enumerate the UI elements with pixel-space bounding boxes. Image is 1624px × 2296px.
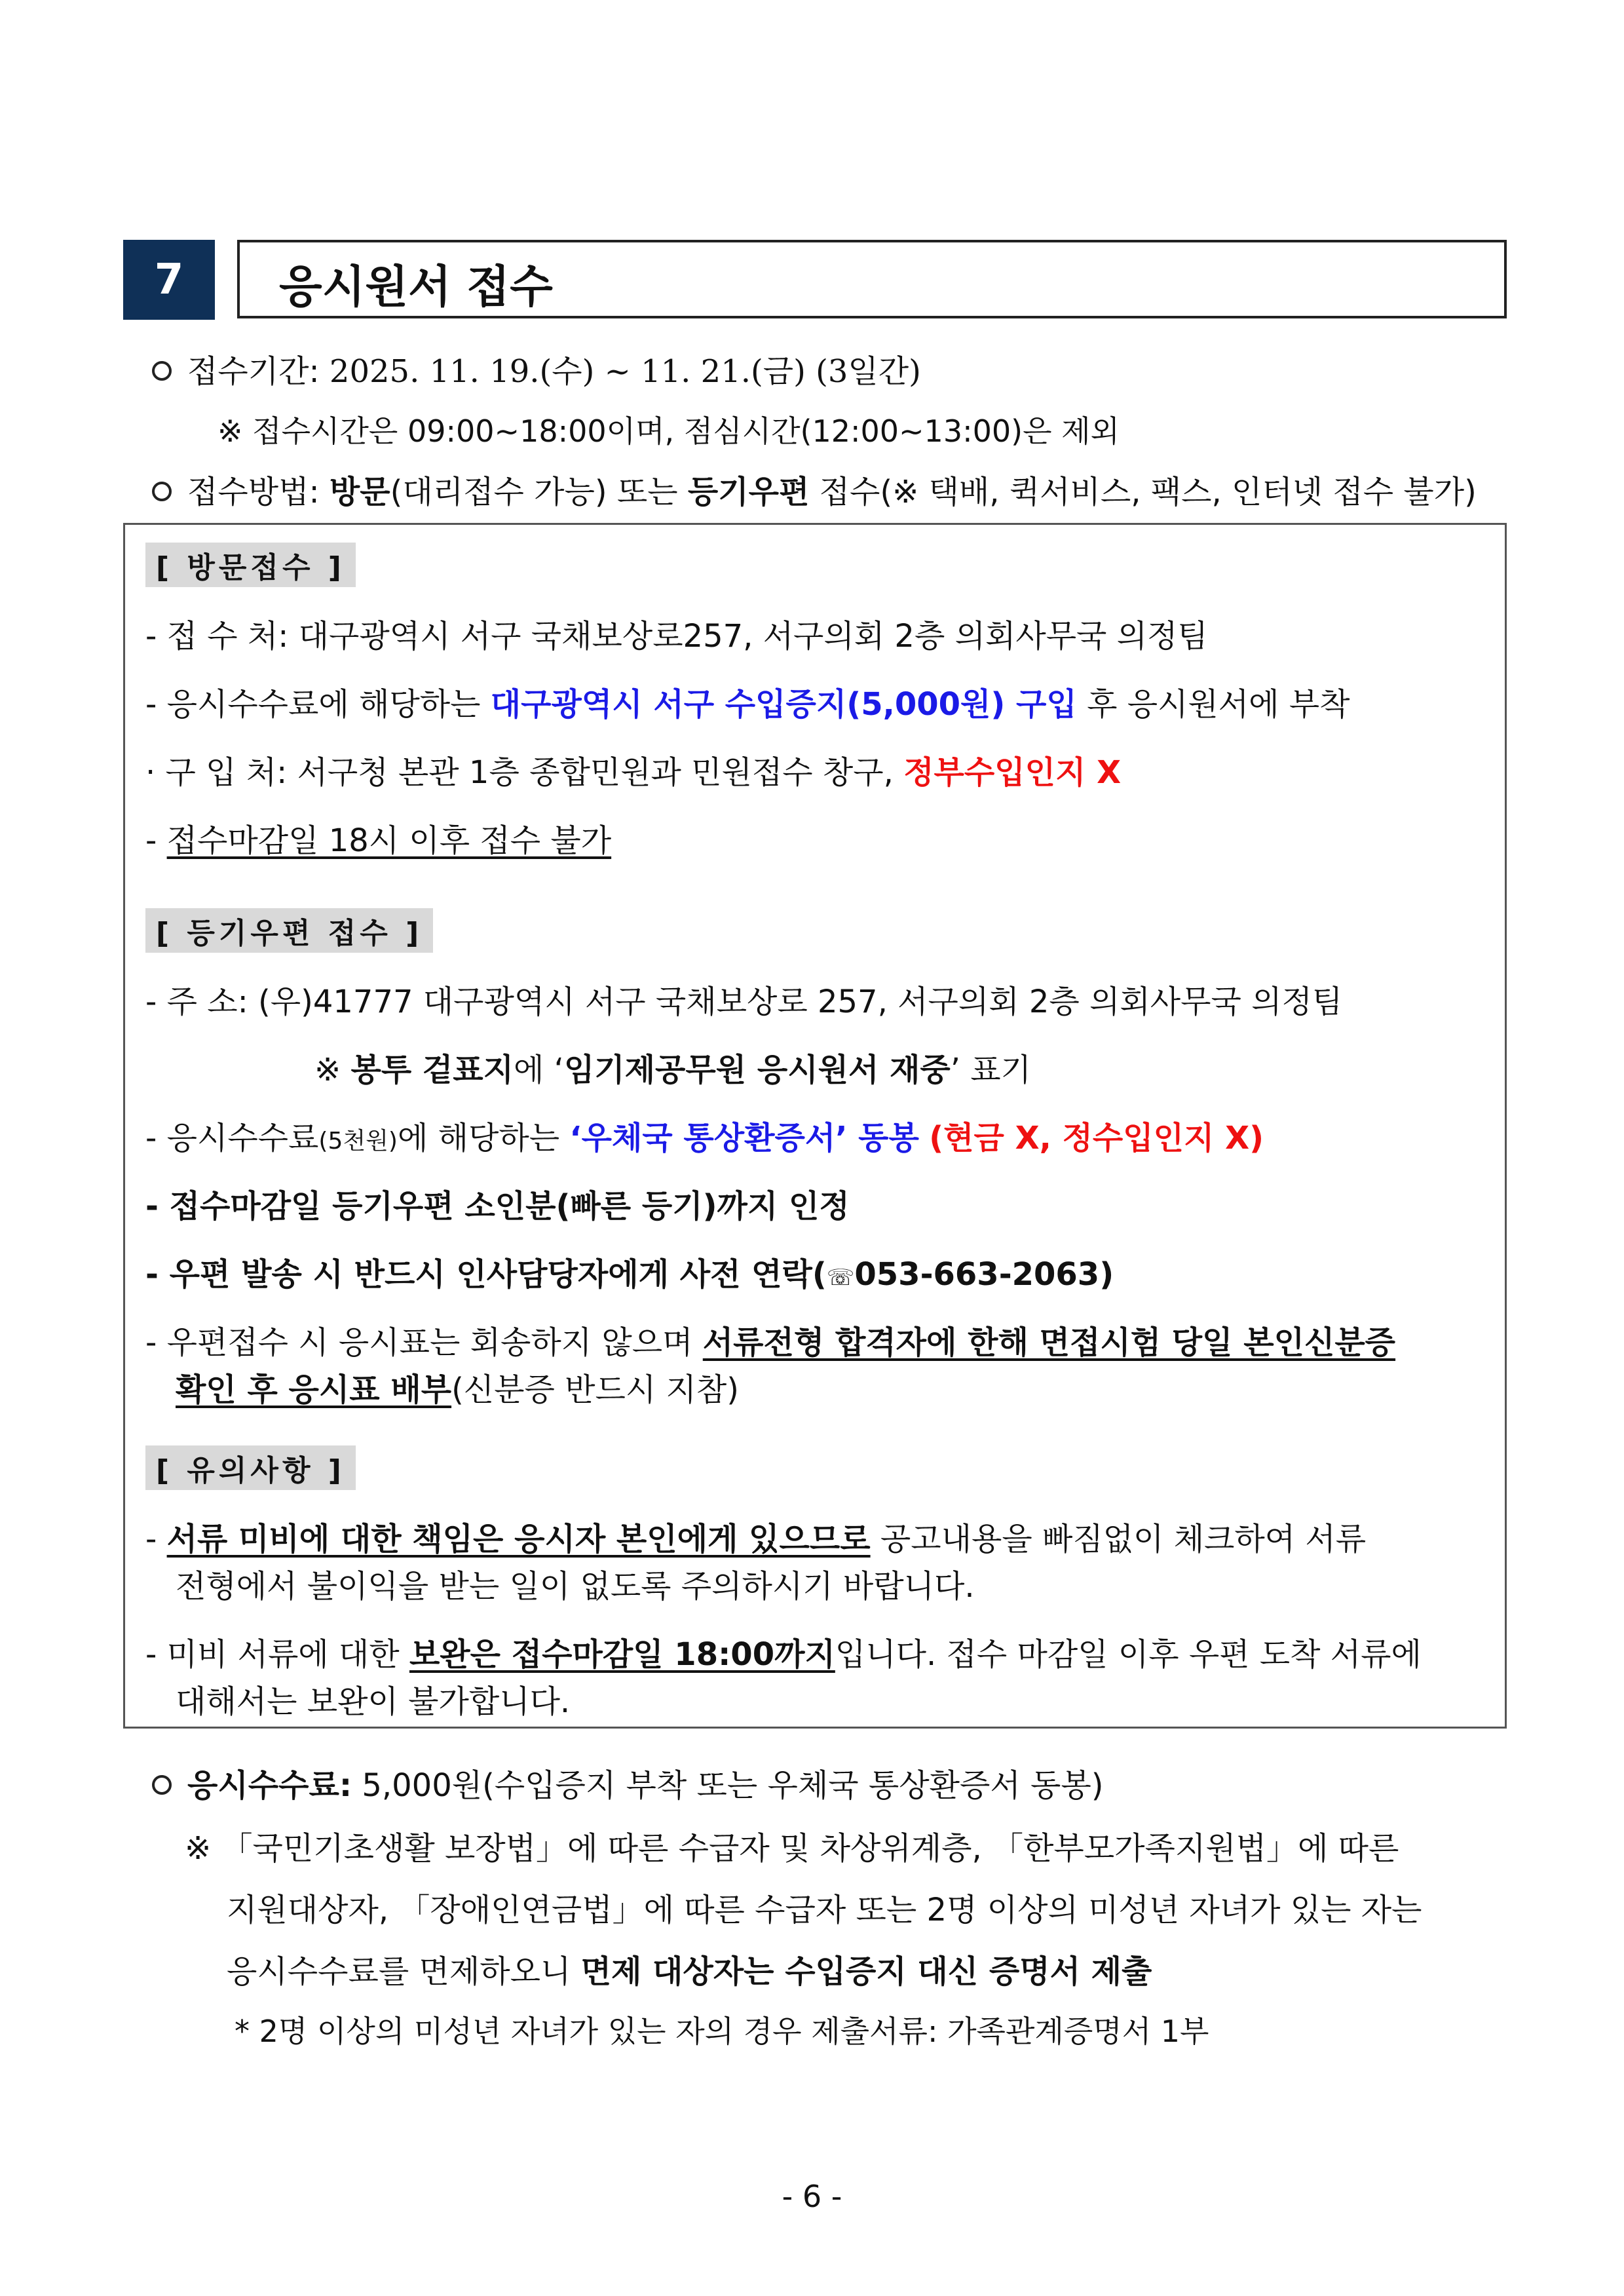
period-note: ※ 접수시간은 09:00~18:00이며, 점심시간(12:00~13:00)은 제외 — [217, 413, 1120, 449]
caution-item-1-cont: 전형에서 불이익을 받는 일이 없도록 주의하시기 바랍니다. — [176, 1568, 975, 1605]
circle-bullet-icon — [152, 361, 172, 381]
section-title-box — [237, 240, 1507, 318]
section-number: 7 — [123, 240, 215, 320]
visit-fee: - 응시수수료에 해당하는 대구광역시 서구 수입증지(5,000원) 구입 후 응시원서에 부착 — [145, 686, 1350, 723]
fee-note-1: ※ 「국민기초생활 보장법」에 따른 수급자 및 차상위계층, 「한부모가족지원법」에 따른 — [185, 1830, 1399, 1867]
caution-item-2: - 미비 서류에 대한 보완은 접수마감일 18:00까지입니다. 접수 마감일 이후 우편 도착 서류에 — [145, 1636, 1422, 1673]
circle-bullet-icon — [152, 482, 172, 501]
mail-ticket: - 우편접수 시 응시표는 회송하지 않으며 서류전형 합격자에 한해 면접시험 당일 본인신분증 — [145, 1324, 1396, 1361]
fee-line: 응시수수료: 5,000원(수입증지 부착 또는 우체국 통상환증서 동봉) — [152, 1760, 1103, 1805]
visit-section-tag: [ 방문접수 ] — [145, 543, 356, 587]
mail-ticket-cont: 확인 후 응시표 배부(신분증 반드시 지참) — [176, 1371, 739, 1408]
caution-item-2-cont: 대해서는 보완이 불가합니다. — [176, 1683, 571, 1720]
mail-address: - 주 소: (우)41777 대구광역시 서구 국채보상로 257, 서구의회 2층 의회사무국 의정팀 — [145, 984, 1343, 1020]
method-line: 접수방법: 방문(대리접수 가능) 또는 등기우편 접수(※ 택배, 퀵서비스, 팩스, 인터넷 접수 불가) — [152, 467, 1477, 512]
visit-buy: · 구 입 처: 서구청 본관 1층 종합민원과 민원접수 창구, 정부수입인지 X — [145, 754, 1122, 791]
mail-section-tag: [ 등기우편 접수 ] — [145, 908, 433, 953]
section-title: 응시원서 접수 — [279, 261, 553, 313]
circle-bullet-icon — [152, 1775, 172, 1795]
mail-postmark: - 접수마감일 등기우편 소인분(빠른 등기)까지 인정 — [145, 1188, 850, 1225]
caution-section-tag: [ 유의사항 ] — [145, 1445, 356, 1490]
caution-item-1: - 서류 미비에 대한 책임은 응시자 본인에게 있으므로 공고내용을 빠짐없이 체크하여 서류 — [145, 1521, 1367, 1558]
period-line: 접수기간: 2025. 11. 19.(수) ~ 11. 21.(금) (3일간) — [152, 346, 921, 391]
fee-note-3: 응시수수료를 면제하오니 면제 대상자는 수입증지 대신 증명서 제출 — [227, 1953, 1152, 1990]
mail-contact: - 우편 발송 시 반드시 인사담당자에게 사전 연락(☏053-663-2063) — [145, 1256, 1114, 1293]
mail-envelope-note: ※ 봉투 겉표지에 ‘임기제공무원 응시원서 재중’ 표기 — [314, 1052, 1032, 1088]
visit-deadline: - 접수마감일 18시 이후 접수 불가 — [145, 822, 612, 859]
fee-note-4: * 2명 이상의 미성년 자녀가 있는 자의 경우 제출서류: 가족관계증명서 1부 — [235, 2014, 1209, 2049]
fee-note-2: 지원대상자, 「장애인연금법」에 따른 수급자 또는 2명 이상의 미성년 자녀가 있는 자는 — [227, 1892, 1422, 1928]
phone-icon: ☏ — [826, 1265, 855, 1291]
visit-place: - 접 수 처: 대구광역시 서구 국채보상로257, 서구의회 2층 의회사무국 의정팀 — [145, 618, 1208, 655]
page-number: - 6 - — [782, 2179, 842, 2214]
mail-fee: - 응시수수료(5천원)에 해당하는 ‘우체국 통상환증서’ 동봉 (현금 X, 정수입인지 X) — [145, 1120, 1264, 1157]
